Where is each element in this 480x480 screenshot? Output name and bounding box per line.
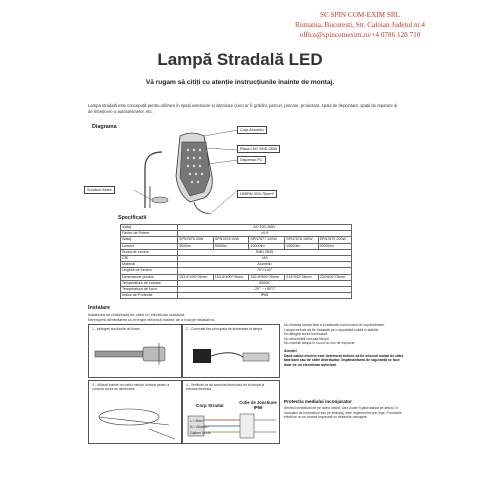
cutie-jonctiune-label: Cutie de Jonctiune IP66 <box>239 400 277 410</box>
corp-stradal-label: Corp Stradal <box>196 403 224 408</box>
spec-value: 153.8*400*76mm <box>178 274 214 280</box>
spec-value: 10000lm <box>249 243 285 249</box>
protection-heading: Protectia mediului inconjurator <box>284 399 352 404</box>
step-3-text: 3 - Utilizati inainte un cablu natural furnizat pentru a conecta sursa de alimentare <box>92 383 170 392</box>
note-2: Lampa trebuie să fie instalată pe o suprafață solidă și stabilă. <box>284 327 379 332</box>
spec-value: SPN7878 150W <box>285 237 318 243</box>
spec-label: CRI <box>121 255 178 261</box>
spec-label: Lumeni <box>121 243 178 249</box>
notes-list <box>284 323 404 367</box>
note-5: Nu montați lampa în locuri cu risc de explozie. <box>284 341 356 346</box>
spec-value: 3000lm <box>178 243 214 249</box>
step-3-illustration <box>89 395 181 443</box>
spec-value: SPN7875 30W <box>178 237 214 243</box>
step-1-illustration <box>89 335 181 377</box>
spec-value: 153.8*500*76mm <box>249 274 285 280</box>
note-3: Nu atingeți sursa luminoasă. <box>284 332 329 337</box>
spec-value: 70°×140° <box>178 268 352 274</box>
diagram-heading: Diagrama <box>92 124 117 130</box>
spec-label: Sursa de lumina <box>121 249 178 255</box>
note-4: Nu deschideți carcasa lămpii. <box>284 336 330 341</box>
step-panel-2 <box>182 324 280 378</box>
step-panel-3 <box>88 380 182 444</box>
callout-corp: Corp Aluminiu <box>237 126 267 134</box>
spec-value: >80 <box>178 255 352 261</box>
lamp-diagram <box>120 128 250 218</box>
wire-label-n: N = Albastru <box>190 425 209 429</box>
spec-value: >0.9 <box>178 231 352 237</box>
warning-text: Dacă cablul electric este deteriorat trebuie să fie înlocuit numai de către fabricant sau de către distribuitor. Împământarea de siguranță se face doar de un electrician autorizat. <box>284 353 404 367</box>
spec-label: Wataj <box>121 237 178 243</box>
page-subtitle: Vă rugam să citiți cu atenție instrucțiunile înainte de montaj. <box>145 79 335 86</box>
spec-label: Indice de Protectie <box>121 293 178 299</box>
company-contact: office@spincomexim.ro/+4 0786 128 710 <box>299 31 421 39</box>
spec-label: Material <box>121 262 178 268</box>
specs-table <box>120 224 352 299</box>
company-name: SC SPIN COM-EXIM SRL <box>319 11 401 19</box>
specs-heading: Specificatii <box>118 215 147 221</box>
spec-value: SMD 2835 <box>178 249 352 255</box>
callout-cablu: H05RN-3G0.75mm² <box>237 190 277 198</box>
company-header <box>240 10 480 40</box>
spec-row <box>121 293 352 299</box>
spec-value: 214*542*78mm <box>285 274 318 280</box>
step-2-illustration <box>183 335 279 377</box>
spec-value: SPN7877 100W <box>249 237 285 243</box>
intro-paragraph: Lampa stradală este concepută pentru utilizare în spații exterioare și interioare (cum ar fi: grădini, parcuri, parcare, proiectare, spații de depozitare, spații de reparare și de întreținere a autoturismelor, etc. <box>88 103 398 114</box>
spec-value: Aluminiu <box>178 262 352 268</box>
spec-value: 234*600*78mm <box>318 274 351 280</box>
spec-label: Unghiul de lumina <box>121 268 178 274</box>
spec-label: Factor de Putere <box>121 231 178 237</box>
spec-value: SPN7876 50W <box>213 237 249 243</box>
step-1-text: 1 - strângeți suruburile de fixare <box>92 327 140 331</box>
protection-section <box>284 400 404 419</box>
callout-placa: Placa LED SMD 2835 <box>237 145 280 153</box>
spec-label: Temperatura de lucru <box>121 286 178 292</box>
protection-text: Semnul simbolizat de pe acest articol, care poate fi găsit atașat pe articol, în manualul de instrucțiuni sau pe ambalaj, este reglementat prin lege. Produsele electrice nu se aruncă împreună cu deșeurile menajere. <box>284 406 402 419</box>
spec-label: Temperatura de culoare <box>121 280 178 286</box>
install-line-2: Întrerupeți alimentarea cu energie electrică înainte de a începe instalarea. <box>88 317 215 322</box>
spec-value: AC 100-265V <box>178 225 352 231</box>
spec-value: IP66 <box>178 293 352 299</box>
spec-value: 20000lm <box>318 243 351 249</box>
callout-suruburi: Suruburi fixare <box>84 186 115 194</box>
wire-label-pe: Galben Verde <box>190 431 211 435</box>
spec-value: SPN7879 200W <box>318 237 351 243</box>
callout-dispersor: Dispersor PC <box>237 156 266 164</box>
spec-value: -20° ~ +50°C <box>178 286 352 292</box>
spec-label: Voltaj <box>121 225 178 231</box>
spec-label: Dimensiune produs <box>121 274 178 280</box>
step-4-text: 4 - Verificati ca ati conectat terminalul de la lampa la reteaua electrica <box>186 383 265 392</box>
page-title: Lampă Stradală LED <box>157 50 323 69</box>
spec-value: 5000lm <box>213 243 249 249</box>
spec-value: 15000lm <box>285 243 318 249</box>
step-panel-1 <box>88 324 182 378</box>
company-address: Romania, Bucuresti, Str. Caloian Judetul nr.4 <box>295 21 425 29</box>
step-2-text: 2 - Conectati fisa principala de alimentare la lampa <box>186 327 263 331</box>
note-1: Nu instalați lampa fără a fi realizată conexiunea de împământare. <box>284 323 385 327</box>
spec-value: 153.8*400*76mm <box>213 274 249 280</box>
install-line-1: Instalarea se realizează de către un electrician autorizat. <box>88 312 186 317</box>
wire-label-l: L = Maro <box>190 419 204 423</box>
install-heading: Instalare <box>88 305 111 311</box>
warning-heading: Atenție! <box>284 348 298 353</box>
spec-value: 6500K <box>178 280 352 286</box>
